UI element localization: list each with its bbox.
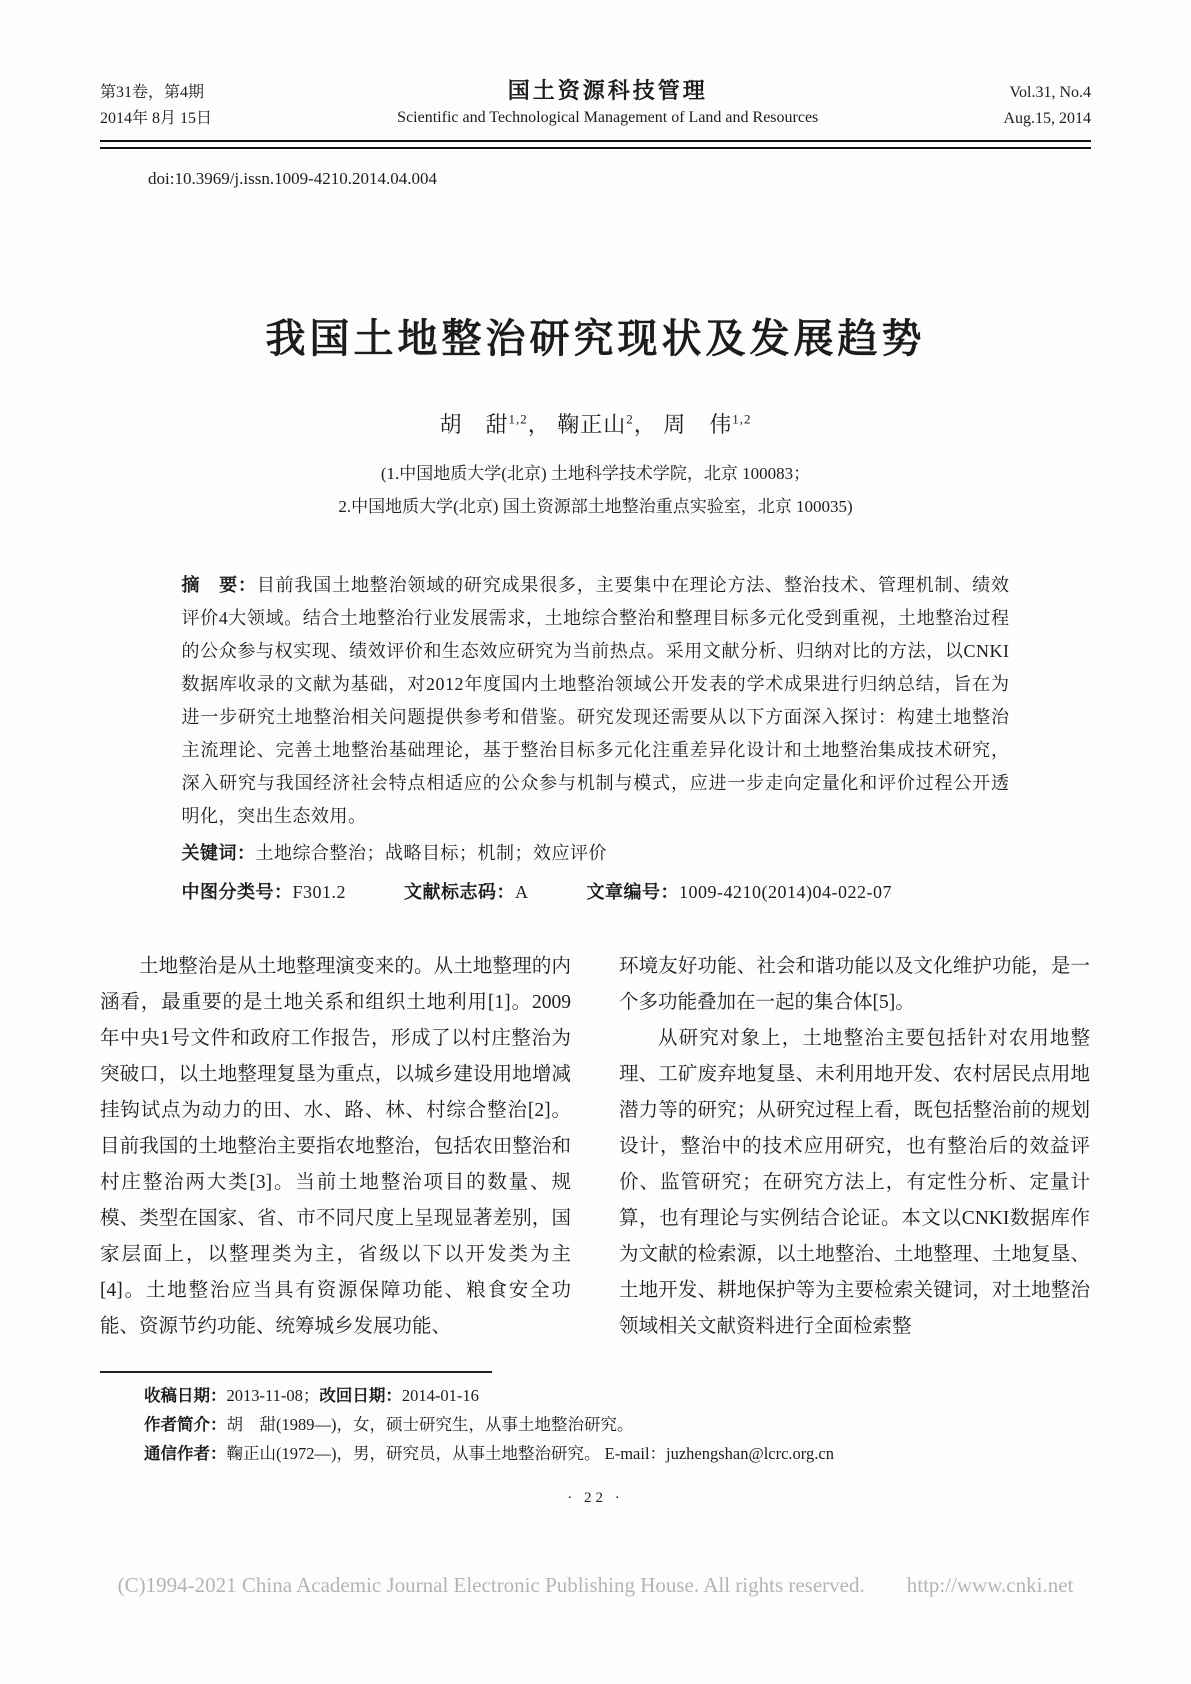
author-3-affiliation-sup: 1,2 — [732, 411, 752, 427]
abstract-label: 摘 要： — [181, 575, 257, 595]
received-date-label: 收稿日期： — [144, 1386, 227, 1405]
keywords-label: 关键词： — [181, 843, 256, 863]
footnote-dates — [144, 1381, 1091, 1410]
footnote-divider-rule — [100, 1371, 492, 1373]
journal-name-en: Scientific and Technological Management of Land and Resources — [397, 109, 819, 126]
affiliations — [100, 457, 1091, 523]
page-number: · 22 · — [567, 1490, 624, 1506]
body-paragraph: 环境友好功能、社会和谐功能以及文化维护功能，是一个多功能叠加在一起的集合体[5]。 — [619, 956, 1090, 1013]
corresponding-author: 鞠正山(1972—)，男，研究员，从事土地整治研究。 — [226, 1444, 601, 1463]
author-separator: ， — [527, 412, 551, 437]
footnote-author-bio — [144, 1410, 1091, 1439]
journal-issue-cn — [100, 80, 212, 132]
author-separator: ， — [633, 412, 657, 437]
abstract-text: 目前我国土地整治领域的研究成果很多，主要集中在理论方法、整治技术、管理机制、绩效评价4大领域。结合土地整治行业发展需求，土地综合整治和整理目标多元化受到重视，土地整治过程的公众参与权实现、绩效评价和生态效应研究为当前热点。采用文献分析、归纳对比的方法，以CNKI数据库收录的文献为基础，对2012年度国内土地整治领域公开发表的学术成果进行归纳总结，旨在为进一步研究土地整治相关问题提供参考和借鉴。研究发现还需要从以下方面深入探讨：构建土地整治主流理论、完善土地整治基础理论，基于整治目标多元化注重差异化设计和土地整治集成技术研究，深入研究与我国经济社会特点相适应的公众参与机制与模式，应进一步走向定量化和评价过程公开透明化，突出生态效用。 — [181, 575, 1010, 826]
body-columns — [100, 949, 1091, 1345]
article-id-value: 1009-4210(2014)04-022-07 — [679, 882, 892, 902]
copyright-line — [0, 1573, 1191, 1598]
clc-item — [182, 876, 347, 909]
author-1-affiliation-sup: 1,2 — [508, 411, 528, 427]
journal-name-block — [212, 78, 1003, 132]
doc-code-label: 文献标志码： — [404, 882, 516, 902]
journal-issue-cn-line1: 第31卷，第4期 — [100, 84, 205, 101]
body-paragraph: 从研究对象上，土地整治主要包括针对农用地整理、工矿废弃地复垦、未利用地开发、农村居民点用地潜力等的研究；从研究过程上看，既包括整治前的规划设计，整治中的技术应用研究，也有整治后的效益评价、监管研究；在研究方法上，有定性分析、定量计算，也有理论与实例结合论证。本文以CNKI数据库作为文献的检索源，以土地整治、土地整理、土地复垦、土地开发、耕地保护等为主要检索关键词，对土地整治领域相关文献资料进行全面检索整 — [619, 1028, 1090, 1337]
journal-header — [100, 78, 1091, 132]
doc-code-item — [404, 876, 529, 909]
left-column — [100, 949, 571, 1345]
author-2: 鞠正山$^2$ — [557, 411, 634, 437]
journal-issue-en-line2: Aug.15, 2014 — [1003, 110, 1091, 127]
journal-issue-en — [1003, 80, 1091, 132]
author-bio-label: 作者简介： — [144, 1415, 227, 1434]
footnote-block — [100, 1371, 1091, 1468]
corresponding-author-label: 通信作者： — [144, 1444, 227, 1463]
abstract-block — [182, 569, 1010, 909]
affiliation-2: 2.中国地质大学(北京) 国土资源部土地整治重点实验室，北京 100035) — [338, 497, 853, 516]
author-bio: 胡 甜(1989—)，女，硕士研究生，从事土地整治研究。 — [226, 1415, 634, 1434]
article-title: 我国土地整治研究现状及发展趋势 — [265, 316, 926, 361]
keywords-line — [182, 837, 1010, 870]
keywords-text: 土地综合整治；战略目标；机制；效应评价 — [255, 843, 607, 863]
journal-name-cn: 国土资源科技管理 — [507, 78, 708, 103]
article-id-item — [587, 876, 892, 909]
clc-label: 中图分类号： — [181, 882, 293, 902]
clc-value: F301.2 — [292, 882, 347, 902]
revised-date-label: 改回日期： — [319, 1386, 402, 1405]
affiliation-1: (1.中国地质大学(北京) 土地科学技术学院，北京 100083； — [380, 464, 811, 483]
footnote-lines — [144, 1381, 1091, 1468]
copyright-text: (C)1994-2021 China Academic Journal Electronic Publishing House. All rights reserved. — [117, 1573, 865, 1597]
author-2-affiliation-sup: 2 — [626, 411, 634, 427]
revised-date: 2014-01-16 — [401, 1386, 479, 1405]
journal-issue-en-line1: Vol.31, No.4 — [1009, 84, 1091, 101]
authors-line — [100, 408, 1091, 439]
journal-issue-cn-line2: 2014年 8月 15日 — [100, 110, 213, 127]
author-3: 周 伟$^{1,2}$ — [663, 411, 752, 437]
footnote-corresponding-author — [144, 1439, 1091, 1468]
doc-code-value: A — [515, 882, 529, 902]
classification-line — [182, 876, 1010, 909]
header-divider-rule — [100, 140, 1091, 149]
author-1: 胡 甜$^{1,2}$ — [439, 411, 528, 437]
right-column — [619, 949, 1090, 1345]
copyright-url: http://www.cnki.net — [906, 1573, 1074, 1597]
corresponding-author-email: E-mail：juzhengshan@lcrc.org.cn — [604, 1444, 834, 1463]
doi-line: doi:10.3969/j.issn.1009-4210.2014.04.004 — [148, 169, 438, 188]
article-id-label: 文章编号： — [586, 882, 680, 902]
received-date: 2013-11-08； — [226, 1386, 320, 1405]
body-paragraph: 土地整治是从土地整理演变来的。从土地整理的内涵看，最重要的是土地关系和组织土地利用[1]。2009年中央1号文件和政府工作报告，形成了以村庄整治为突破口，以土地整理复垦为重点，以城乡建设用地增减挂钩试点为动力的田、水、路、林、村综合整治[2]。目前我国的土地整治主要指农地整治，包括农田整治和村庄整治两大类[3]。当前土地整治项目的数量、规模、类型在国家、省、市不同尺度上呈现显著差别，国家层面上，以整理类为主，省级以下以开发类为主[4]。土地整治应当具有资源保障功能、粮食安全功能、资源节约功能、统筹城乡发展功能、 — [100, 956, 571, 1337]
abstract-paragraph — [182, 569, 1010, 833]
